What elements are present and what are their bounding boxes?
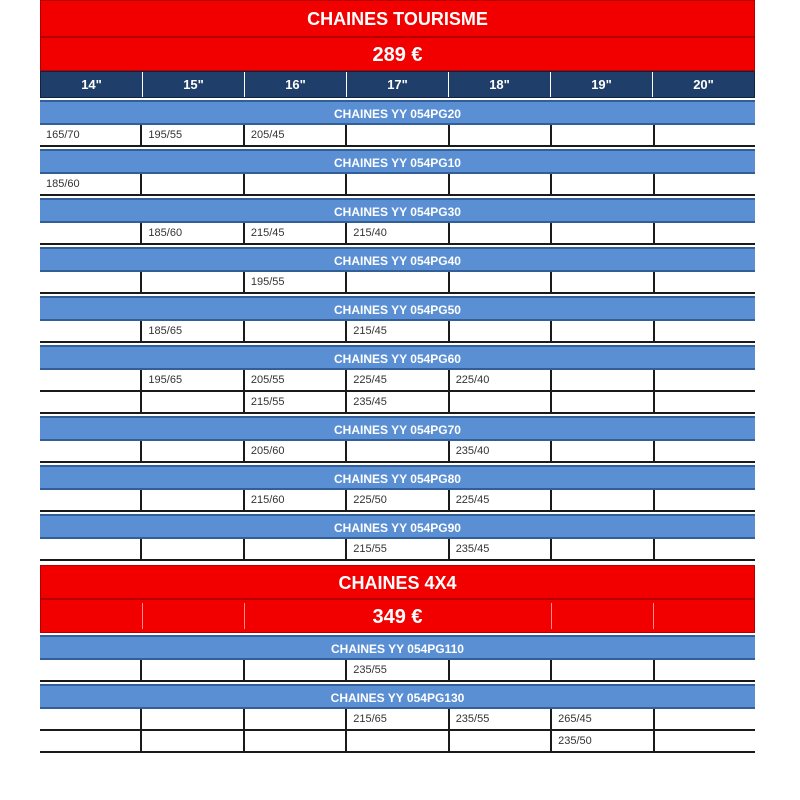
section-title-4x4 xyxy=(40,565,755,599)
tire-size-cell: 225/40 xyxy=(448,370,550,390)
tire-size-cell xyxy=(140,441,242,461)
tire-size-cell xyxy=(140,660,242,680)
tire-size-cell xyxy=(448,272,550,292)
tire-size-cell xyxy=(653,660,755,680)
tire-size-cell xyxy=(653,441,755,461)
tire-size-cell: 235/55 xyxy=(345,660,447,680)
tire-size-cell xyxy=(653,709,755,729)
tire-size-cell: 225/45 xyxy=(448,490,550,510)
tire-size-cell xyxy=(40,321,140,341)
tire-size-row xyxy=(40,660,755,682)
tire-size-cell xyxy=(448,223,550,243)
tire-size-cell: 195/55 xyxy=(243,272,345,292)
tire-size-cell xyxy=(448,125,550,145)
tire-size-cell xyxy=(345,441,447,461)
tire-size-cell: 235/50 xyxy=(550,731,652,751)
chain-model-band: CHAINES YY 054PG10 xyxy=(40,149,755,174)
tire-size-cell xyxy=(653,490,755,510)
rim-size-header-cell: 17" xyxy=(347,72,449,97)
tire-size-cell xyxy=(550,223,652,243)
tire-size-cell: 235/45 xyxy=(345,392,447,412)
tire-size-cell: 225/45 xyxy=(345,370,447,390)
tire-size-cell xyxy=(40,392,140,412)
tire-size-cell xyxy=(140,731,242,751)
rim-size-header-cell: 15" xyxy=(143,72,245,97)
tire-size-row xyxy=(40,272,755,294)
price-banner-tourisme xyxy=(40,37,755,71)
tire-size-cell xyxy=(448,660,550,680)
rim-size-header-cell: 20" xyxy=(693,77,714,92)
tire-size-cell xyxy=(448,321,550,341)
section-title-tourisme xyxy=(40,0,755,37)
tire-size-cell xyxy=(550,125,652,145)
4x4-groups xyxy=(40,633,755,753)
tire-size-cell: 205/55 xyxy=(243,370,345,390)
tire-size-cell: 215/40 xyxy=(345,223,447,243)
section-title-text: CHAINES 4X4 xyxy=(338,573,457,593)
tire-size-cell: 235/45 xyxy=(448,539,550,559)
rim-size-header-cell: 16" xyxy=(245,72,347,97)
chain-model-band: CHAINES YY 054PG110 xyxy=(40,635,755,660)
tire-size-cell: 185/65 xyxy=(140,321,242,341)
tire-size-cell xyxy=(653,731,755,751)
rim-size-header xyxy=(40,71,755,98)
section-title-text: CHAINES TOURISME xyxy=(307,9,488,29)
tire-size-cell: 185/60 xyxy=(46,178,80,190)
chain-model-band: CHAINES YY 054PG90 xyxy=(40,514,755,539)
tire-size-cell xyxy=(550,539,652,559)
tire-size-row xyxy=(40,490,755,512)
tire-size-row xyxy=(40,392,755,414)
tire-size-cell xyxy=(40,441,140,461)
tire-size-cell: 235/55 xyxy=(448,709,550,729)
tire-size-cell xyxy=(653,125,755,145)
tire-size-cell: 265/45 xyxy=(550,709,652,729)
tire-size-cell xyxy=(550,441,652,461)
chain-model-band: CHAINES YY 054PG40 xyxy=(40,247,755,272)
tire-size-cell xyxy=(40,709,140,729)
tire-size-cell: 195/65 xyxy=(140,370,242,390)
tire-size-cell: 215/65 xyxy=(345,709,447,729)
tire-size-cell xyxy=(653,272,755,292)
tire-size-cell xyxy=(40,490,140,510)
price-text: 289 € xyxy=(372,44,423,66)
tire-size-cell xyxy=(550,660,652,680)
price-text: 349 € xyxy=(372,606,423,628)
tire-size-cell: 215/60 xyxy=(243,490,345,510)
chain-model-band: CHAINES YY 054PG70 xyxy=(40,416,755,441)
tire-size-cell: 215/55 xyxy=(243,392,345,412)
tire-size-row xyxy=(40,731,755,753)
divider xyxy=(244,603,245,629)
tire-size-cell xyxy=(40,272,140,292)
tire-size-row xyxy=(40,441,755,463)
tire-size-cell xyxy=(448,174,550,194)
tire-size-row xyxy=(40,370,755,392)
tire-size-row xyxy=(40,174,755,196)
chain-model-band: CHAINES YY 054PG130 xyxy=(40,684,755,709)
tire-size-cell xyxy=(140,174,242,194)
tire-size-cell xyxy=(550,174,652,194)
tire-size-cell: 215/45 xyxy=(243,223,345,243)
tire-size-row xyxy=(40,321,755,343)
tire-size-cell xyxy=(345,731,447,751)
tire-size-cell xyxy=(550,321,652,341)
tire-size-cell: 215/55 xyxy=(345,539,447,559)
tire-size-cell: 225/50 xyxy=(345,490,447,510)
tire-size-cell: 165/70 xyxy=(46,129,80,141)
tire-size-cell xyxy=(40,370,140,390)
rim-size-header-cell: 18" xyxy=(449,72,551,97)
tire-size-cell xyxy=(140,539,242,559)
tire-size-cell xyxy=(653,174,755,194)
tire-size-cell xyxy=(243,321,345,341)
tire-size-cell xyxy=(653,223,755,243)
tire-size-cell xyxy=(345,125,447,145)
tire-size-row xyxy=(40,125,755,147)
tire-size-cell xyxy=(140,392,242,412)
chain-model-band: CHAINES YY 054PG50 xyxy=(40,296,755,321)
tire-size-cell xyxy=(40,223,140,243)
tire-size-row xyxy=(40,709,755,731)
tire-size-cell xyxy=(550,272,652,292)
chain-model-band: CHAINES YY 054PG60 xyxy=(40,345,755,370)
tire-size-cell xyxy=(345,272,447,292)
tire-size-cell xyxy=(243,709,345,729)
divider xyxy=(142,603,143,629)
price-banner-4x4 xyxy=(40,599,755,633)
tire-size-cell xyxy=(140,272,242,292)
chain-model-band: CHAINES YY 054PG80 xyxy=(40,465,755,490)
tire-size-cell xyxy=(243,174,345,194)
chains-price-table xyxy=(40,0,755,753)
tire-size-cell xyxy=(653,392,755,412)
chain-model-band: CHAINES YY 054PG30 xyxy=(40,198,755,223)
tire-size-row xyxy=(40,539,755,561)
tire-size-cell xyxy=(448,392,550,412)
tire-size-cell: 215/45 xyxy=(345,321,447,341)
tire-size-cell xyxy=(40,731,140,751)
tire-size-cell: 185/60 xyxy=(140,223,242,243)
divider xyxy=(551,603,552,629)
tire-size-cell xyxy=(550,370,652,390)
tourisme-groups xyxy=(40,98,755,561)
chain-model-band: CHAINES YY 054PG20 xyxy=(40,100,755,125)
tire-size-cell xyxy=(653,539,755,559)
tire-size-cell xyxy=(243,731,345,751)
tire-size-cell xyxy=(653,370,755,390)
tire-size-cell xyxy=(140,490,242,510)
tire-size-cell xyxy=(243,660,345,680)
tire-size-cell: 205/60 xyxy=(243,441,345,461)
tire-size-cell xyxy=(550,490,652,510)
tire-size-cell: 195/55 xyxy=(140,125,242,145)
tire-size-cell xyxy=(550,392,652,412)
rim-size-header-cell: 14" xyxy=(41,72,143,97)
tire-size-row xyxy=(40,223,755,245)
tire-size-cell xyxy=(345,174,447,194)
tire-size-cell xyxy=(140,709,242,729)
rim-size-header-cell: 19" xyxy=(551,72,653,97)
tire-size-cell xyxy=(40,539,140,559)
tire-size-cell xyxy=(40,660,140,680)
tire-size-cell: 235/40 xyxy=(448,441,550,461)
tire-size-cell xyxy=(653,321,755,341)
divider xyxy=(653,603,654,629)
tire-size-cell xyxy=(243,539,345,559)
tire-size-cell xyxy=(448,731,550,751)
tire-size-cell: 205/45 xyxy=(243,125,345,145)
